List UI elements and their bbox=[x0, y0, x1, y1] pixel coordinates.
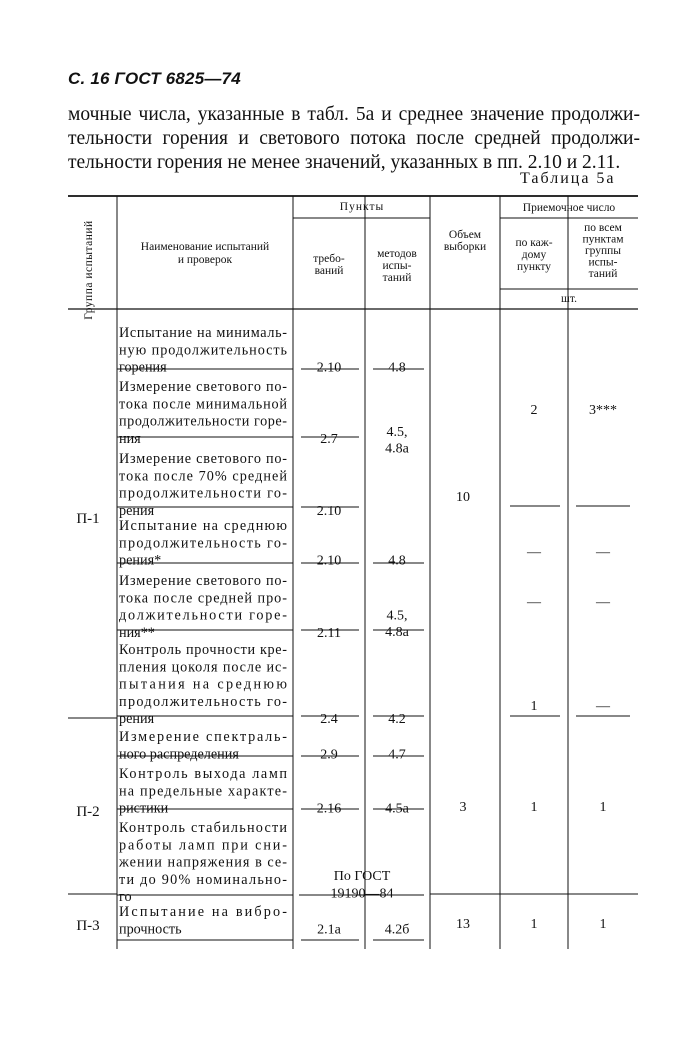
acceptance-dash: — bbox=[527, 595, 541, 610]
method-point: 4.8а bbox=[385, 624, 409, 640]
test-name: ния** bbox=[119, 624, 155, 641]
method-point: 4.8 bbox=[388, 553, 406, 569]
test-name: рения* bbox=[119, 552, 162, 569]
points-header: Пункты bbox=[339, 201, 385, 213]
method-point: 4.7 bbox=[388, 747, 406, 763]
test-name: пытания на среднюю bbox=[119, 676, 287, 693]
test-name: прочность bbox=[119, 921, 182, 938]
group-label: П-3 bbox=[76, 918, 100, 934]
method-point: 4.5а bbox=[385, 801, 409, 817]
acceptance-dash: — bbox=[527, 545, 541, 560]
test-name: Измерение светового по- bbox=[119, 451, 287, 467]
methods-header: методов bbox=[377, 248, 417, 260]
test-name: ти до 90% номинально- bbox=[119, 871, 287, 888]
test-name: горения bbox=[119, 359, 167, 376]
requirements-header: ваний bbox=[314, 265, 344, 277]
sample-size: 13 bbox=[456, 917, 470, 932]
per-group-header: по всем bbox=[584, 222, 622, 234]
methods-header: таний bbox=[382, 272, 412, 284]
per-item-header: дому bbox=[521, 249, 547, 261]
methods-header: испы- bbox=[382, 260, 412, 272]
acceptance-value: 2 bbox=[530, 403, 538, 418]
test-name: тока после средней про- bbox=[119, 590, 287, 607]
per-item-header: пункту bbox=[516, 261, 552, 273]
test-name: ния bbox=[119, 430, 141, 447]
test-name: Измерение светового по- bbox=[119, 379, 287, 395]
test-name: рения bbox=[119, 711, 155, 728]
per-group-header: таний bbox=[588, 268, 618, 280]
acceptance-dash: — bbox=[596, 545, 610, 560]
test-name: жении напряжения в се- bbox=[119, 854, 287, 871]
test-name: продолжительность го- bbox=[119, 693, 287, 710]
acceptance-value: 1 bbox=[530, 699, 538, 714]
reference-standard: По ГОСТ bbox=[333, 869, 391, 884]
group-label: П-2 bbox=[76, 804, 100, 820]
acceptance-value: 1 bbox=[599, 917, 607, 932]
per-item-header: по каж- bbox=[515, 237, 553, 249]
test-name: рения bbox=[119, 502, 155, 519]
acceptance-dash: — bbox=[596, 699, 610, 714]
sample-size: 3 bbox=[459, 800, 467, 815]
acceptance-dash: — bbox=[596, 595, 610, 610]
test-name: ристики bbox=[119, 800, 169, 817]
test-name: Контроль выхода ламп bbox=[119, 766, 287, 782]
test-name: на предельные характе- bbox=[119, 783, 287, 800]
group-header: Группа испытаний bbox=[83, 220, 95, 320]
acceptance-value: 3*** bbox=[589, 403, 617, 418]
test-name: должительности горе- bbox=[119, 607, 287, 624]
sample-size: 10 bbox=[456, 490, 470, 505]
test-name: тока после 70% средней bbox=[119, 468, 287, 485]
requirement-point: 2.16 bbox=[316, 801, 342, 817]
test-name: Испытание на минималь- bbox=[119, 325, 287, 341]
per-group-header: группы bbox=[584, 245, 622, 257]
method-point: 4.5, bbox=[386, 425, 408, 440]
paragraph-line: мочные числа, указанные в табл. 5а и среднее значение продолжи- bbox=[68, 104, 640, 125]
test-name: Испытание на среднюю bbox=[119, 518, 287, 534]
paragraph-line: тельности горения и светового потока после средней продолжи- bbox=[68, 128, 640, 149]
acceptance-value: 1 bbox=[530, 917, 538, 932]
group-label: П-1 bbox=[76, 511, 100, 527]
test-name: продолжительности горе- bbox=[119, 413, 287, 430]
page-header: С. 16 ГОСТ 6825—74 bbox=[68, 69, 241, 88]
reference-standard: 19190—84 bbox=[330, 886, 394, 902]
requirement-point: 2.1а bbox=[317, 922, 341, 938]
unit-header: шт. bbox=[561, 293, 577, 305]
method-point: 4.2б bbox=[384, 922, 410, 938]
requirement-point: 2.10 bbox=[316, 553, 342, 569]
method-point: 4.5, bbox=[386, 608, 408, 624]
method-point: 4.2 bbox=[388, 712, 406, 728]
test-name: пления цоколя после ис- bbox=[119, 659, 287, 676]
requirement-point: 2.9 bbox=[320, 747, 338, 763]
acceptance-value: 1 bbox=[530, 800, 538, 815]
test-name: работы ламп при сни- bbox=[119, 837, 287, 854]
test-name: го bbox=[119, 889, 132, 906]
test-name: продолжительность го- bbox=[119, 535, 287, 552]
acceptance-header: Приемочное число bbox=[522, 202, 616, 214]
name-header: и проверок bbox=[177, 254, 233, 266]
test-name: Измерение спектраль- bbox=[119, 729, 287, 745]
test-name: ную продолжительность bbox=[119, 342, 287, 359]
test-name: тока после минимальной bbox=[119, 396, 287, 413]
method-point: 4.8а bbox=[385, 441, 409, 457]
table-caption: Таблица 5а bbox=[520, 170, 616, 187]
test-name: Испытание на вибро- bbox=[119, 904, 287, 920]
requirement-point: 2.11 bbox=[317, 625, 341, 641]
requirement-point: 2.7 bbox=[320, 431, 338, 447]
per-group-header: испы- bbox=[588, 256, 618, 269]
test-name: продолжительности го- bbox=[119, 485, 287, 502]
method-point: 4.8 bbox=[388, 360, 406, 376]
test-name: ного распределения bbox=[119, 746, 239, 763]
acceptance-value: 1 bbox=[599, 800, 607, 815]
name-header: Наименование испытаний bbox=[140, 241, 270, 253]
requirements-header: требо- bbox=[313, 253, 345, 265]
test-name: Контроль прочности кре- bbox=[119, 642, 287, 658]
paragraph-line: тельности горения не менее значений, указанных в пп. 2.10 и 2.11. bbox=[68, 152, 621, 173]
test-name: Измерение светового по- bbox=[119, 573, 287, 589]
requirement-point: 2.10 bbox=[316, 360, 342, 376]
sample-size-header: выборки bbox=[443, 241, 487, 253]
requirement-point: 2.10 bbox=[316, 503, 342, 519]
test-name: Контроль стабильности bbox=[119, 820, 287, 836]
sample-size-header: Объем bbox=[448, 229, 482, 241]
per-group-header: пунктам bbox=[582, 233, 624, 246]
requirement-point: 2.4 bbox=[320, 712, 338, 728]
